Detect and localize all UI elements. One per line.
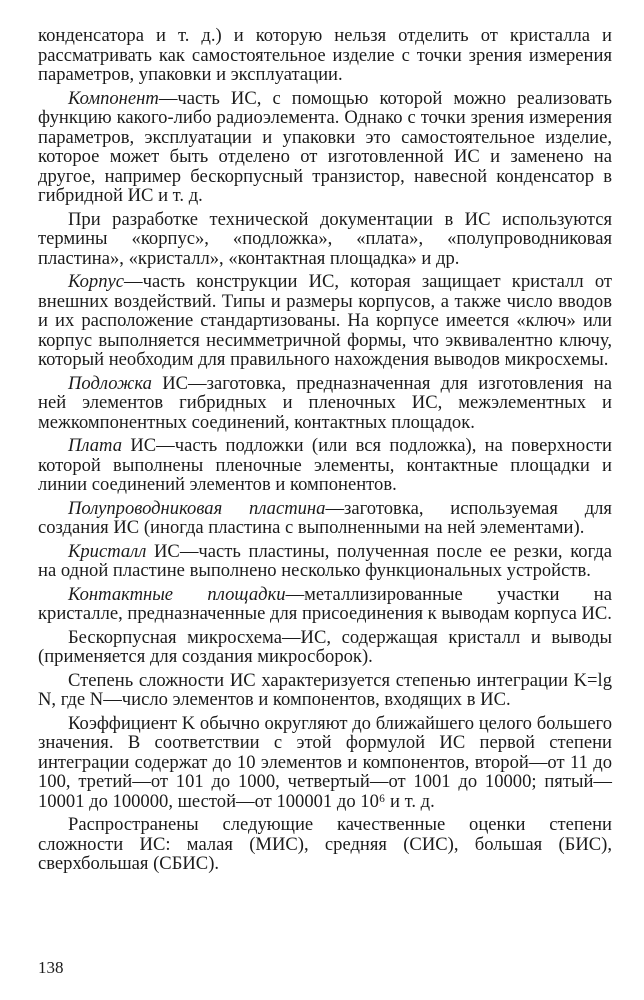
term: Полупроводниковая пластина (68, 497, 326, 519)
paragraph (38, 210, 612, 269)
paragraph-text: ИС—часть подложки (или вся подложка), на поверхности которой выполнены пленочные элементы, контактные площадки и линии соединений элементов и компонентов. (38, 435, 612, 495)
paragraph-text: конденсатора и т. д.) и которую нельзя отделить от кристалла и рассматривать как самостоятельное изделие с точки зрения измерения параметров, упаковки и эксплуатации. (38, 25, 612, 85)
paragraph-text: —заготовка, используемая для создания ИС (иногда пластина с выполненными на ней элементами). (38, 497, 612, 538)
paragraph-text: Бескорпусная микросхема—ИС, содержащая кристалл и выводы (применяется для создания микросборок). (38, 626, 612, 667)
paragraph (38, 89, 612, 206)
paragraph-text: —часть конструкции ИС, которая защищает кристалл от внешних воздействий. Типы и размеры корпусов, а также число вводов и их расположение стандартизованы. На корпусе имеется «ключ» или корпус выполняется несимметричной формы, что эквивалентно ключу, который необходим для правильного нахождения выводов микросхемы. (38, 271, 612, 370)
term: Кристалл (68, 540, 147, 562)
paragraph-text: Распространены следующие качественные оценки степени сложности ИС: малая (МИС), средняя (СИС), большая (БИС), сверхбольшая (СБИС). (38, 814, 612, 874)
term: Подложка (68, 372, 152, 394)
paragraph-text: ИС—заготовка, предназначенная для изготовления на ней элементов гибридных и пленочных ИС, межэлементных и межкомпонентных соединений, контактных площадок. (38, 372, 612, 433)
paragraph-text: ИС—часть пластины, полученная после ее резки, когда на одной пластине выполнено несколько функциональных устройств. (38, 540, 612, 581)
term: Плата (68, 435, 123, 456)
page-text (38, 26, 612, 976)
paragraph (38, 714, 612, 812)
paragraph (38, 26, 612, 85)
term: Компонент (68, 87, 159, 109)
paragraph (38, 499, 612, 538)
paragraph (38, 436, 612, 495)
term: Корпус (68, 271, 125, 292)
paragraph (38, 815, 612, 874)
paragraph-text: Коэффициент K обычно округляют до ближайшего целого большего значения. В соответствии с этой формулой ИС первой степени интеграции содержат до 10 элементов и компонентов, второй—от 11 до 100, третий—от 101 до 1000, четвертый—от 1001 до 10000; пятый—10001 до 100000, шестой—от 100001 до 10⁶ и т. д. (38, 712, 612, 812)
paragraph-text: —часть ИС, с помощью которой можно реализовать функцию какого-либо радиоэлемента. Однако с точки зрения измерения параметров, эксплуатации и упаковки это самостоятельное изделие, которое может быть отделено от изготовленной ИС и заменено на другое, например бескорпусный транзистор, навесной конденсатор в гибридной ИС и т. д. (38, 87, 612, 206)
paragraph (38, 628, 612, 667)
term: Контактные площадки (68, 583, 286, 605)
paragraph (38, 272, 612, 370)
page-number: 138 (38, 958, 64, 977)
paragraph (38, 374, 612, 433)
paragraph-text: —металлизированные участки на кристалле, предназначенные для присоединения к выводам корпуса ИС. (38, 583, 612, 624)
paragraph-text: Степень сложности ИС характеризуется степенью интеграции K=lg N, где N—число элементов и компонентов, входящих в ИС. (38, 669, 612, 710)
paragraph (38, 671, 612, 710)
paragraph (38, 542, 612, 581)
paragraph (38, 585, 612, 624)
paragraph-text: При разработке технической документации в ИС используются термины «корпус», «подложка», «плата», «полупроводниковая пластина», «кристалл», «контактная площадка» и др. (38, 208, 612, 269)
